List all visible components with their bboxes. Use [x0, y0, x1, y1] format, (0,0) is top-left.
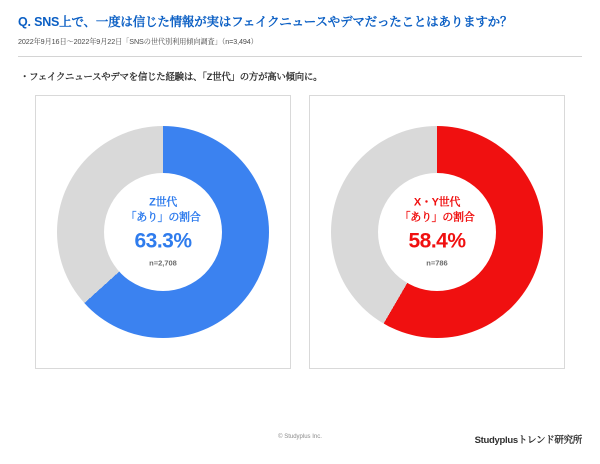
ratio-label-z: 「あり」の割合 [125, 211, 201, 224]
donut-center-label-xy [372, 197, 502, 268]
footer [0, 434, 600, 454]
copyright-text: © Studyplus Inc. [278, 434, 322, 440]
donut-chart-xy [331, 126, 543, 338]
donut-center-label-z [98, 197, 228, 268]
brand-logo-text: Studyplusトレンド研究所 [474, 435, 582, 446]
percent-value-z: 63.3% [134, 229, 192, 253]
ratio-label-xy: 「あり」の割合 [399, 211, 475, 224]
sample-size-xy: n=786 [426, 258, 448, 268]
header [0, 0, 600, 47]
percent-value-xy: 58.4% [408, 229, 466, 253]
survey-subtitle: 2022年9月16日～2022年9月22日「SNSの世代別利用傾向調査」（n=3,494） [18, 37, 258, 47]
donut-chart-z [57, 126, 269, 338]
chart-panel-z-generation [35, 95, 291, 369]
page-title: Q. SNS上で、一度は信じた情報が実はフェイクニュースやデマだったことはありますか？ [18, 15, 513, 29]
sample-size-z: n=2,708 [149, 258, 177, 268]
chart-panels [0, 95, 600, 369]
lead-text: ・フェイクニュースやデマを信じた経験は、「Z世代」の方が高い傾向に。 [20, 71, 323, 83]
header-divider [18, 56, 582, 57]
generation-label-z: Z世代 [149, 196, 177, 209]
generation-label-xy: X・Y世代 [413, 196, 461, 209]
chart-panel-xy-generation [309, 95, 565, 369]
